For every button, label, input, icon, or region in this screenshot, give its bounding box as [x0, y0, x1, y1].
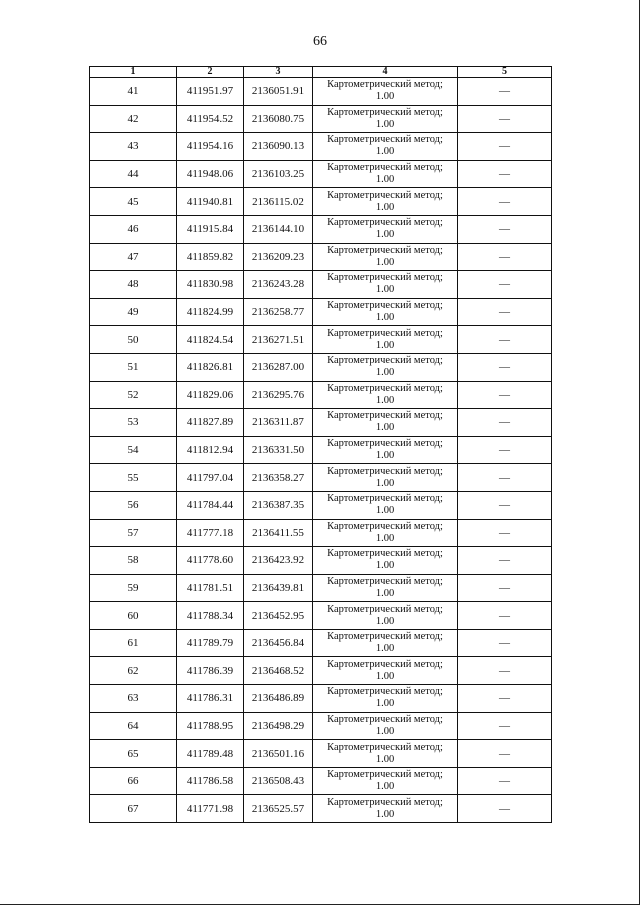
dash-mark: —	[499, 388, 510, 401]
method-cell	[313, 326, 458, 354]
y-coordinate-cell: 2136439.81	[244, 574, 313, 602]
dash-cell	[458, 271, 552, 299]
method-cell	[313, 188, 458, 216]
dash-cell	[458, 381, 552, 409]
x-coordinate-cell: 411824.54	[177, 326, 244, 354]
dash-mark: —	[499, 609, 510, 622]
method-accuracy: 1.00	[375, 312, 395, 324]
point-number-cell: 49	[90, 298, 177, 326]
method-accuracy: 1.00	[375, 118, 395, 130]
dash-cell	[458, 629, 552, 657]
dash-cell	[458, 188, 552, 216]
point-number-cell: 61	[90, 629, 177, 657]
point-number-cell: 42	[90, 105, 177, 133]
y-coordinate-cell: 2136271.51	[244, 326, 313, 354]
dash-cell	[458, 602, 552, 630]
point-number-cell: 50	[90, 326, 177, 354]
table-row	[90, 188, 552, 216]
dash-mark: —	[499, 361, 510, 374]
point-number-cell: 55	[90, 464, 177, 492]
dash-mark: —	[499, 692, 510, 705]
method-name: Картометрический метод;	[327, 410, 443, 422]
y-coordinate-cell: 2136258.77	[244, 298, 313, 326]
x-coordinate-cell: 411797.04	[177, 464, 244, 492]
point-number-cell: 67	[90, 795, 177, 823]
dash-mark: —	[499, 278, 510, 291]
table-row	[90, 574, 552, 602]
method-cell	[313, 685, 458, 713]
method-accuracy: 1.00	[375, 367, 395, 379]
dash-mark: —	[499, 719, 510, 732]
y-coordinate-cell: 2136452.95	[244, 602, 313, 630]
x-coordinate-cell: 411784.44	[177, 491, 244, 519]
table-row	[90, 547, 552, 575]
method-name: Картометрический метод;	[327, 438, 443, 450]
method-accuracy: 1.00	[375, 229, 395, 241]
method-accuracy: 1.00	[375, 450, 395, 462]
method-cell	[313, 298, 458, 326]
y-coordinate-cell: 2136090.13	[244, 133, 313, 161]
y-coordinate-cell: 2136295.76	[244, 381, 313, 409]
method-cell	[313, 629, 458, 657]
y-coordinate-cell: 2136331.50	[244, 436, 313, 464]
table-row	[90, 271, 552, 299]
method-cell	[313, 436, 458, 464]
method-cell	[313, 712, 458, 740]
method-name: Картометрический метод;	[327, 355, 443, 367]
method-accuracy: 1.00	[375, 532, 395, 544]
dash-cell	[458, 160, 552, 188]
table-row	[90, 78, 552, 106]
table-row	[90, 243, 552, 271]
column-header: 4	[313, 67, 458, 78]
dash-mark: —	[499, 306, 510, 319]
y-coordinate-cell: 2136051.91	[244, 78, 313, 106]
method-accuracy: 1.00	[375, 670, 395, 682]
x-coordinate-cell: 411915.84	[177, 215, 244, 243]
method-name: Картометрический метод;	[327, 686, 443, 698]
table-row	[90, 795, 552, 823]
table-body	[90, 78, 552, 823]
method-name: Картометрический метод;	[327, 244, 443, 256]
x-coordinate-cell: 411954.52	[177, 105, 244, 133]
x-coordinate-cell: 411789.48	[177, 740, 244, 768]
method-cell	[313, 547, 458, 575]
point-number-cell: 44	[90, 160, 177, 188]
method-cell	[313, 464, 458, 492]
dash-cell	[458, 491, 552, 519]
method-name: Картометрический метод;	[327, 769, 443, 781]
x-coordinate-cell: 411812.94	[177, 436, 244, 464]
x-coordinate-cell: 411786.39	[177, 657, 244, 685]
method-name: Картометрический метод;	[327, 520, 443, 532]
method-cell	[313, 740, 458, 768]
dash-cell	[458, 547, 552, 575]
dash-mark: —	[499, 471, 510, 484]
y-coordinate-cell: 2136468.52	[244, 657, 313, 685]
y-coordinate-cell: 2136508.43	[244, 767, 313, 795]
table-header-row	[90, 67, 552, 78]
column-header: 2	[177, 67, 244, 78]
method-cell	[313, 271, 458, 299]
method-name: Картометрический метод;	[327, 79, 443, 91]
table-row	[90, 133, 552, 161]
point-number-cell: 47	[90, 243, 177, 271]
point-number-cell: 58	[90, 547, 177, 575]
dash-mark: —	[499, 85, 510, 98]
x-coordinate-cell: 411824.99	[177, 298, 244, 326]
method-cell	[313, 767, 458, 795]
point-number-cell: 56	[90, 491, 177, 519]
method-accuracy: 1.00	[375, 587, 395, 599]
method-accuracy: 1.00	[375, 146, 395, 158]
method-name: Картометрический метод;	[327, 741, 443, 753]
x-coordinate-cell: 411788.34	[177, 602, 244, 630]
point-number-cell: 59	[90, 574, 177, 602]
point-number-cell: 62	[90, 657, 177, 685]
dash-mark: —	[499, 223, 510, 236]
point-number-cell: 41	[90, 78, 177, 106]
table-row	[90, 105, 552, 133]
method-cell	[313, 519, 458, 547]
dash-cell	[458, 740, 552, 768]
method-cell	[313, 353, 458, 381]
method-cell	[313, 381, 458, 409]
y-coordinate-cell: 2136144.10	[244, 215, 313, 243]
dash-mark: —	[499, 444, 510, 457]
table-row	[90, 685, 552, 713]
x-coordinate-cell: 411781.51	[177, 574, 244, 602]
method-accuracy: 1.00	[375, 339, 395, 351]
point-number-cell: 53	[90, 409, 177, 437]
dash-cell	[458, 298, 552, 326]
table-row	[90, 436, 552, 464]
dash-cell	[458, 712, 552, 740]
y-coordinate-cell: 2136103.25	[244, 160, 313, 188]
dash-mark: —	[499, 526, 510, 539]
table-row	[90, 464, 552, 492]
dash-cell	[458, 657, 552, 685]
table-row	[90, 657, 552, 685]
table-row	[90, 602, 552, 630]
dash-mark: —	[499, 140, 510, 153]
table-row	[90, 326, 552, 354]
method-name: Картометрический метод;	[327, 631, 443, 643]
x-coordinate-cell: 411859.82	[177, 243, 244, 271]
x-coordinate-cell: 411778.60	[177, 547, 244, 575]
method-cell	[313, 491, 458, 519]
dash-cell	[458, 436, 552, 464]
y-coordinate-cell: 2136498.29	[244, 712, 313, 740]
method-name: Картометрический метод;	[327, 713, 443, 725]
dash-mark: —	[499, 112, 510, 125]
column-header: 5	[458, 67, 552, 78]
method-accuracy: 1.00	[375, 256, 395, 268]
method-name: Картометрический метод;	[327, 603, 443, 615]
y-coordinate-cell: 2136311.87	[244, 409, 313, 437]
table-row	[90, 767, 552, 795]
coordinates-table	[89, 66, 552, 823]
dash-cell	[458, 409, 552, 437]
method-accuracy: 1.00	[375, 422, 395, 434]
dash-mark: —	[499, 195, 510, 208]
method-cell	[313, 602, 458, 630]
method-name: Картометрический метод;	[327, 382, 443, 394]
table-row	[90, 215, 552, 243]
dash-mark: —	[499, 637, 510, 650]
dash-cell	[458, 243, 552, 271]
method-accuracy: 1.00	[375, 615, 395, 627]
method-accuracy: 1.00	[375, 781, 395, 793]
method-accuracy: 1.00	[375, 753, 395, 765]
method-name: Картометрический метод;	[327, 796, 443, 808]
method-name: Картометрический метод;	[327, 575, 443, 587]
dash-mark: —	[499, 664, 510, 677]
method-accuracy: 1.00	[375, 201, 395, 213]
method-accuracy: 1.00	[375, 174, 395, 186]
method-cell	[313, 105, 458, 133]
point-number-cell: 43	[90, 133, 177, 161]
method-accuracy: 1.00	[375, 725, 395, 737]
point-number-cell: 65	[90, 740, 177, 768]
method-cell	[313, 215, 458, 243]
method-cell	[313, 409, 458, 437]
y-coordinate-cell: 2136115.02	[244, 188, 313, 216]
method-cell	[313, 78, 458, 106]
y-coordinate-cell: 2136423.92	[244, 547, 313, 575]
y-coordinate-cell: 2136358.27	[244, 464, 313, 492]
method-accuracy: 1.00	[375, 808, 395, 820]
method-name: Картометрический метод;	[327, 327, 443, 339]
y-coordinate-cell: 2136411.55	[244, 519, 313, 547]
dash-mark: —	[499, 775, 510, 788]
y-coordinate-cell: 2136243.28	[244, 271, 313, 299]
y-coordinate-cell: 2136209.23	[244, 243, 313, 271]
method-accuracy: 1.00	[375, 560, 395, 572]
dash-mark: —	[499, 333, 510, 346]
y-coordinate-cell: 2136525.57	[244, 795, 313, 823]
table-row	[90, 740, 552, 768]
column-header: 3	[244, 67, 313, 78]
method-accuracy: 1.00	[375, 477, 395, 489]
x-coordinate-cell: 411786.31	[177, 685, 244, 713]
x-coordinate-cell: 411827.89	[177, 409, 244, 437]
point-number-cell: 46	[90, 215, 177, 243]
table-row	[90, 353, 552, 381]
point-number-cell: 66	[90, 767, 177, 795]
point-number-cell: 63	[90, 685, 177, 713]
point-number-cell: 60	[90, 602, 177, 630]
point-number-cell: 52	[90, 381, 177, 409]
dash-mark: —	[499, 554, 510, 567]
method-name: Картометрический метод;	[327, 548, 443, 560]
method-name: Картометрический метод;	[327, 189, 443, 201]
method-name: Картометрический метод;	[327, 272, 443, 284]
y-coordinate-cell: 2136501.16	[244, 740, 313, 768]
dash-cell	[458, 685, 552, 713]
x-coordinate-cell: 411786.58	[177, 767, 244, 795]
dash-cell	[458, 133, 552, 161]
point-number-cell: 48	[90, 271, 177, 299]
point-number-cell: 57	[90, 519, 177, 547]
dash-cell	[458, 215, 552, 243]
dash-cell	[458, 464, 552, 492]
point-number-cell: 45	[90, 188, 177, 216]
x-coordinate-cell: 411829.06	[177, 381, 244, 409]
dash-mark: —	[499, 747, 510, 760]
dash-mark: —	[499, 250, 510, 263]
table-row	[90, 491, 552, 519]
table-row	[90, 629, 552, 657]
method-cell	[313, 657, 458, 685]
x-coordinate-cell: 411954.16	[177, 133, 244, 161]
dash-mark: —	[499, 416, 510, 429]
dash-cell	[458, 795, 552, 823]
method-name: Картометрический метод;	[327, 134, 443, 146]
dash-cell	[458, 767, 552, 795]
method-accuracy: 1.00	[375, 284, 395, 296]
y-coordinate-cell: 2136456.84	[244, 629, 313, 657]
dash-cell	[458, 326, 552, 354]
method-accuracy: 1.00	[375, 698, 395, 710]
y-coordinate-cell: 2136387.35	[244, 491, 313, 519]
point-number-cell: 54	[90, 436, 177, 464]
method-accuracy: 1.00	[375, 643, 395, 655]
page-number: 66	[313, 34, 327, 49]
dash-mark: —	[499, 499, 510, 512]
table-row	[90, 298, 552, 326]
method-cell	[313, 574, 458, 602]
table-row	[90, 381, 552, 409]
method-name: Картометрический метод;	[327, 217, 443, 229]
dash-mark: —	[499, 802, 510, 815]
method-name: Картометрический метод;	[327, 162, 443, 174]
point-number-cell: 64	[90, 712, 177, 740]
dash-cell	[458, 105, 552, 133]
method-accuracy: 1.00	[375, 505, 395, 517]
column-header: 1	[90, 67, 177, 78]
method-cell	[313, 795, 458, 823]
y-coordinate-cell: 2136080.75	[244, 105, 313, 133]
table-row	[90, 160, 552, 188]
x-coordinate-cell: 411788.95	[177, 712, 244, 740]
table-row	[90, 519, 552, 547]
method-name: Картометрический метод;	[327, 465, 443, 477]
method-name: Картометрический метод;	[327, 658, 443, 670]
method-name: Картометрический метод;	[327, 300, 443, 312]
y-coordinate-cell: 2136486.89	[244, 685, 313, 713]
x-coordinate-cell: 411789.79	[177, 629, 244, 657]
dash-mark: —	[499, 581, 510, 594]
method-accuracy: 1.00	[375, 91, 395, 103]
table-row	[90, 409, 552, 437]
dash-cell	[458, 574, 552, 602]
dash-cell	[458, 353, 552, 381]
method-name: Картометрический метод;	[327, 106, 443, 118]
x-coordinate-cell: 411826.81	[177, 353, 244, 381]
method-cell	[313, 243, 458, 271]
dash-mark: —	[499, 168, 510, 181]
method-cell	[313, 160, 458, 188]
x-coordinate-cell: 411777.18	[177, 519, 244, 547]
dash-cell	[458, 78, 552, 106]
x-coordinate-cell: 411948.06	[177, 160, 244, 188]
point-number-cell: 51	[90, 353, 177, 381]
x-coordinate-cell: 411940.81	[177, 188, 244, 216]
x-coordinate-cell: 411830.98	[177, 271, 244, 299]
x-coordinate-cell: 411771.98	[177, 795, 244, 823]
y-coordinate-cell: 2136287.00	[244, 353, 313, 381]
method-accuracy: 1.00	[375, 394, 395, 406]
method-cell	[313, 133, 458, 161]
x-coordinate-cell: 411951.97	[177, 78, 244, 106]
dash-cell	[458, 519, 552, 547]
table-row	[90, 712, 552, 740]
method-name: Картометрический метод;	[327, 493, 443, 505]
